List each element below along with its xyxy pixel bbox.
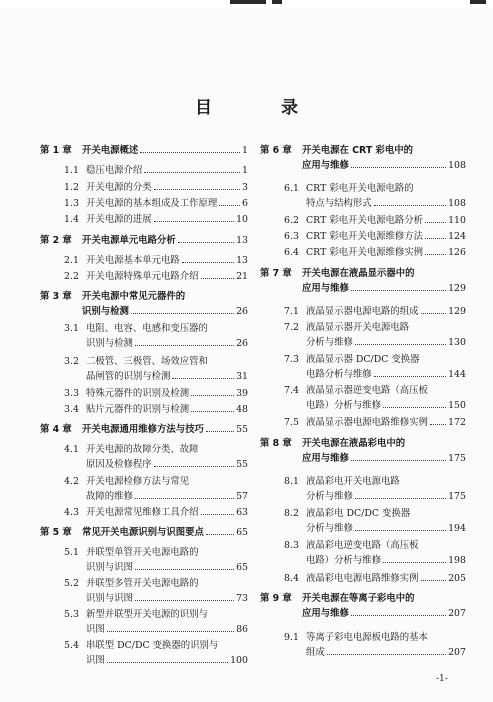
toc-entry-line — [86, 443, 248, 457]
toc-entry-line — [86, 608, 248, 622]
toc-chapter-entry — [40, 526, 248, 541]
entry-title: 开关电源的故障分类、故障 — [86, 444, 199, 455]
toc-section-entry — [260, 182, 466, 212]
entry-title: 开关电源概述 — [82, 145, 139, 156]
toc-entry-line — [86, 561, 248, 575]
entry-title: 识图 — [86, 655, 105, 666]
toc-entry-line — [86, 639, 248, 653]
page-ref: 57 — [236, 491, 248, 502]
section-number: 3.3 — [64, 388, 79, 399]
entry-title: 开关电源在 CRT 彩电中的 — [302, 145, 413, 156]
dot-leader — [107, 662, 228, 663]
entry-title: CRT 彩电开关电源电路分析 — [306, 215, 424, 226]
page-ref: 55 — [236, 459, 248, 470]
toc-entry-line — [306, 631, 466, 645]
dot-leader — [351, 615, 446, 616]
toc-entry-line — [306, 384, 466, 398]
chapter-number: 第 8 章 — [260, 438, 292, 449]
entry-title: 分析与维修 — [306, 337, 353, 348]
toc-section-entry — [260, 321, 466, 351]
toc-section-entry — [40, 355, 248, 385]
page-ref: 13 — [236, 255, 248, 266]
entry-title: 开关电源基本单元电路 — [86, 255, 180, 266]
entry-title: 故障的维修 — [86, 491, 133, 502]
dot-leader — [135, 345, 234, 346]
toc-entry-line — [86, 546, 248, 560]
toc-chapter-entry — [40, 423, 248, 438]
page-title: 目 录 — [195, 98, 324, 118]
section-number: 8.2 — [284, 508, 299, 519]
page-ref: 10 — [236, 214, 248, 225]
toc-entry-line — [306, 646, 466, 660]
section-number: 1.3 — [64, 198, 79, 209]
page-ref: 207 — [448, 647, 466, 658]
page-ref: 110 — [448, 215, 466, 226]
toc-section-entry — [40, 577, 248, 607]
toc-section-entry — [40, 639, 248, 669]
toc-section-entry — [260, 572, 466, 587]
entry-title: 液晶彩电电源电路维修实例 — [306, 573, 419, 584]
page-ref: 126 — [448, 247, 466, 258]
section-number: 6.1 — [284, 183, 299, 194]
dot-leader — [191, 395, 234, 396]
entry-title: 开关电源在等离子彩电中的 — [302, 593, 415, 604]
toc-entry-line — [302, 607, 466, 621]
section-number: 6.2 — [284, 215, 299, 226]
entry-title: 并联型多管开关电源电路的 — [86, 578, 199, 589]
toc-entry-line — [82, 234, 248, 248]
page-ref: 108 — [448, 160, 466, 171]
entry-title: 并联型单管开关电源电路的 — [86, 547, 199, 558]
scan-top-edge — [0, 0, 493, 9]
toc-chapter-entry — [260, 144, 466, 174]
entry-title: 液晶显示器逆变电路（高压板 — [306, 385, 428, 396]
entry-title: 识别与识图 — [86, 593, 133, 604]
entry-title: 稳压电源介绍 — [86, 165, 143, 176]
toc-entry-line — [86, 322, 248, 336]
section-number: 3.4 — [64, 404, 79, 415]
toc-section-entry — [260, 475, 466, 505]
page-ref: 198 — [448, 555, 466, 566]
page-ref: 175 — [448, 453, 466, 464]
entry-title: 组成 — [306, 647, 325, 658]
dot-leader — [201, 514, 235, 515]
section-number: 1.1 — [64, 165, 79, 176]
dot-leader — [355, 530, 446, 531]
toc-chapter-entry — [40, 234, 248, 249]
toc-entry-line — [306, 230, 466, 244]
page-ref: 86 — [236, 624, 248, 635]
section-number: 8.3 — [284, 540, 299, 551]
dot-leader — [351, 290, 446, 291]
entry-title: 液晶显示器开关电源电路 — [306, 322, 410, 333]
entry-title: 电路）分析与维修 — [306, 555, 382, 566]
toc-entry-line — [86, 181, 248, 195]
toc-section-entry — [40, 164, 248, 179]
dot-leader — [107, 631, 234, 632]
toc-entry-line — [86, 577, 248, 591]
section-number: 5.1 — [64, 547, 79, 558]
toc-entry-line — [86, 403, 248, 417]
page-ref: 13 — [236, 235, 248, 246]
page-ref: 65 — [236, 562, 248, 573]
dot-leader — [178, 242, 234, 243]
dot-leader — [421, 313, 447, 314]
entry-title: 开关电源中常见元器件的 — [82, 291, 186, 302]
dot-leader — [430, 424, 446, 425]
page-ref: 207 — [448, 608, 466, 619]
section-number: 1.4 — [64, 214, 79, 225]
dot-leader — [355, 498, 446, 499]
toc-entry-line — [86, 355, 248, 369]
entry-title: 液晶显示器 DC/DC 变换器 — [306, 354, 420, 365]
page-ref: 39 — [236, 388, 248, 399]
page-ref: 172 — [448, 417, 466, 428]
toc-section-entry — [40, 322, 248, 352]
section-number: 8.4 — [284, 573, 299, 584]
entry-title: 应用与维修 — [302, 608, 349, 619]
entry-title: 特点与结构形式 — [306, 198, 372, 209]
page-ref: 26 — [236, 306, 248, 317]
entry-title: 应用与维修 — [302, 160, 349, 171]
entry-title: 识别与检测 — [82, 306, 129, 317]
dot-leader — [425, 254, 446, 255]
section-number: 7.4 — [284, 385, 299, 396]
page-ref: 21 — [236, 271, 248, 282]
chapter-number: 第 2 章 — [40, 235, 72, 246]
chapter-number: 第 1 章 — [40, 145, 72, 156]
toc-section-entry — [40, 181, 248, 196]
toc-entry-line — [302, 159, 466, 173]
toc-entry-line — [86, 164, 248, 178]
page-ref: 108 — [448, 198, 466, 209]
page-ref: 100 — [230, 655, 248, 666]
entry-title: 液晶显示器电源电路维修实例 — [306, 417, 428, 428]
toc-entry-line — [86, 490, 248, 504]
toc-entry-line — [302, 282, 466, 296]
dot-leader — [172, 378, 234, 379]
entry-title: 开关电源在液晶彩电中的 — [302, 438, 406, 449]
toc-entry-line — [302, 592, 466, 606]
toc-section-entry — [260, 305, 466, 320]
dot-leader — [140, 152, 240, 153]
toc-section-entry — [40, 403, 248, 418]
toc-entry-line — [306, 197, 466, 211]
entry-title: 开关电源检修方法与常见 — [86, 476, 190, 487]
toc-entry-line — [306, 214, 466, 228]
toc-entry-line — [86, 475, 248, 489]
page-ref: 48 — [236, 404, 248, 415]
page-ref: 31 — [236, 371, 248, 382]
dot-leader — [191, 411, 234, 412]
entry-title: 开关电源特殊单元电路介绍 — [86, 271, 199, 282]
page-ref: 6 — [242, 198, 248, 209]
section-number: 3.1 — [64, 323, 79, 334]
dot-leader — [182, 262, 234, 263]
dot-leader — [154, 466, 234, 467]
section-number: 2.2 — [64, 271, 79, 282]
toc-section-entry — [260, 416, 466, 431]
toc-entry-line — [306, 321, 466, 335]
section-number: 8.1 — [284, 476, 299, 487]
section-number: 1.2 — [64, 182, 79, 193]
entry-title: 分析与维修 — [306, 523, 353, 534]
section-number: 4.2 — [64, 476, 79, 487]
dot-leader — [355, 344, 446, 345]
dot-leader — [219, 205, 240, 206]
page-ref: 130 — [448, 337, 466, 348]
page-ref: 73 — [236, 593, 248, 604]
toc-section-entry — [40, 197, 248, 212]
toc-chapter-entry — [40, 290, 248, 320]
toc-section-entry — [40, 608, 248, 638]
toc-entry-line — [306, 368, 466, 382]
dot-leader — [206, 431, 234, 432]
toc-section-entry — [260, 631, 466, 661]
chapter-number: 第 7 章 — [260, 268, 292, 279]
dot-leader — [154, 189, 240, 190]
toc-entry-line — [86, 197, 248, 211]
entry-title: 开关电源单元电路分析 — [82, 235, 176, 246]
section-number: 5.2 — [64, 578, 79, 589]
dot-leader — [327, 654, 446, 655]
entry-title: 应用与维修 — [302, 453, 349, 464]
dot-leader — [425, 222, 446, 223]
page-ref: 194 — [448, 523, 466, 534]
toc-entry-line — [82, 526, 248, 540]
toc-entry-line — [306, 336, 466, 350]
chapter-number: 第 3 章 — [40, 291, 72, 302]
page-ref: 150 — [448, 400, 466, 411]
chapter-number: 第 5 章 — [40, 527, 72, 538]
toc-entry-line — [306, 416, 466, 430]
page-ref: 63 — [236, 507, 248, 518]
toc-section-entry — [40, 546, 248, 576]
entry-title: 液晶显示器电源电路的组成 — [306, 306, 419, 317]
toc-section-entry — [40, 270, 248, 285]
toc-entry-line — [86, 654, 248, 668]
toc-chapter-entry — [40, 144, 248, 159]
page-ref: 144 — [448, 369, 466, 380]
dot-leader — [374, 205, 446, 206]
page-ref: 65 — [236, 527, 248, 538]
section-number: 4.1 — [64, 444, 79, 455]
entry-title: 开关电源的进展 — [86, 214, 152, 225]
dot-leader — [383, 562, 446, 563]
toc-entry-line — [86, 254, 248, 268]
toc-section-entry — [260, 384, 466, 414]
toc-entry-line — [306, 399, 466, 413]
entry-title: CRT 彩电开关电源电路的 — [306, 183, 414, 194]
toc-entry-line — [306, 522, 466, 536]
toc-entry-line — [86, 370, 248, 384]
dot-leader — [206, 534, 234, 535]
toc-section-entry — [40, 387, 248, 402]
toc-entry-line — [306, 246, 466, 260]
toc-entry-line — [306, 507, 466, 521]
toc-entry-line — [86, 592, 248, 606]
toc-entry-line — [302, 267, 466, 281]
toc-section-entry — [40, 213, 248, 228]
toc-entry-line — [306, 305, 466, 319]
page-ref: 1 — [242, 165, 248, 176]
entry-title: 电路）分析与维修 — [306, 400, 382, 411]
entry-title: 识图 — [86, 624, 105, 635]
toc-entry-line — [302, 144, 466, 158]
dot-leader — [135, 569, 234, 570]
entry-title: 液晶彩电 DC/DC 变换器 — [306, 508, 411, 519]
dot-leader — [135, 498, 234, 499]
page-ref: 1 — [242, 145, 248, 156]
toc-section-entry — [260, 214, 466, 229]
page-ref: 26 — [236, 338, 248, 349]
toc-section-entry — [40, 506, 248, 521]
page-ref: 55 — [236, 424, 248, 435]
section-number: 3.2 — [64, 356, 79, 367]
dot-leader — [154, 221, 234, 222]
toc-section-entry — [260, 353, 466, 383]
page-ref: 129 — [448, 283, 466, 294]
toc-entry-line — [306, 182, 466, 196]
entry-title: 原因及检修程序 — [86, 459, 152, 470]
toc-entry-line — [86, 458, 248, 472]
toc-entry-line — [306, 554, 466, 568]
toc-entry-line — [82, 144, 248, 158]
chapter-number: 第 9 章 — [260, 593, 292, 604]
entry-title: 新型并联型开关电源的识别与 — [86, 609, 208, 620]
dot-leader — [135, 600, 234, 601]
toc-chapter-entry — [260, 592, 466, 622]
section-number: 7.5 — [284, 417, 299, 428]
dot-leader — [383, 407, 446, 408]
toc-entry-line — [302, 437, 466, 451]
toc-section-entry — [260, 507, 466, 537]
page-ref: 129 — [448, 306, 466, 317]
entry-title: 常见开关电源识别与识图要点 — [82, 527, 204, 538]
entry-title: 电阻、电容、电感和变压器的 — [86, 323, 208, 334]
toc-entry-line — [86, 213, 248, 227]
section-number: 5.3 — [64, 609, 79, 620]
toc-chapter-entry — [260, 437, 466, 467]
toc-section-entry — [260, 246, 466, 261]
entry-title: 液晶彩电开关电源电路 — [306, 476, 400, 487]
toc-entry-line — [86, 270, 248, 284]
toc-entry-line — [306, 353, 466, 367]
entry-title: 二极管、三极管、场效应管和 — [86, 356, 208, 367]
section-number: 5.4 — [64, 640, 79, 651]
toc-entry-line — [86, 506, 248, 520]
page-ref: 175 — [448, 491, 466, 502]
toc-section-entry — [260, 230, 466, 245]
toc-entry-line — [306, 539, 466, 553]
toc-entry-line — [82, 290, 248, 304]
entry-title: 晶闸管的识别与检测 — [86, 371, 171, 382]
entry-title: 识别与检测 — [86, 338, 133, 349]
toc-section-entry — [40, 443, 248, 473]
entry-title: 开关电源的基本组成及工作原理 — [86, 198, 218, 209]
toc-section-entry — [260, 539, 466, 569]
dot-leader — [351, 167, 446, 168]
toc-entry-line — [306, 572, 466, 586]
toc-entry-line — [86, 387, 248, 401]
chapter-number: 第 4 章 — [40, 424, 72, 435]
toc-entry-line — [86, 623, 248, 637]
toc-entry-line — [306, 490, 466, 504]
entry-title: 液晶彩电逆变电路（高压板 — [306, 540, 419, 551]
entry-title: 贴片元器件的识别与检测 — [86, 404, 190, 415]
section-number: 7.1 — [284, 306, 299, 317]
page-number: -1- — [436, 674, 448, 684]
page-ref: 124 — [448, 231, 466, 242]
section-number: 6.4 — [284, 247, 299, 258]
entry-title: CRT 彩电开关电源维修实例 — [306, 247, 424, 258]
toc-chapter-entry — [260, 267, 466, 297]
toc-entry-line — [82, 305, 248, 319]
section-number: 2.1 — [64, 255, 79, 266]
entry-title: 等离子彩电电源板电路的基本 — [306, 632, 428, 643]
entry-title: 开关电源通用维修方法与技巧 — [82, 424, 204, 435]
entry-title: CRT 彩电开关电源维修方法 — [306, 231, 424, 242]
chapter-number: 第 6 章 — [260, 145, 292, 156]
toc-entry-line — [306, 475, 466, 489]
entry-title: 识别与识图 — [86, 562, 133, 573]
entry-title: 开关电源常见维修工具介绍 — [86, 507, 199, 518]
entry-title: 应用与维修 — [302, 283, 349, 294]
toc-entry-line — [86, 337, 248, 351]
dot-leader — [144, 172, 240, 173]
dot-leader — [425, 238, 446, 239]
dot-leader — [201, 278, 235, 279]
section-number: 6.3 — [284, 231, 299, 242]
entry-title: 分析与维修 — [306, 491, 353, 502]
dot-leader — [421, 580, 447, 581]
entry-title: 串联型 DC/DC 变换器的识别与 — [86, 640, 219, 651]
entry-title: 开关电源在液晶显示器中的 — [302, 268, 415, 279]
toc-section-entry — [40, 254, 248, 269]
toc-entry-line — [302, 452, 466, 466]
entry-title: 电路分析与维修 — [306, 369, 372, 380]
entry-title: 特殊元器件的识别及检测 — [86, 388, 190, 399]
toc-section-entry — [40, 475, 248, 505]
section-number: 7.2 — [284, 322, 299, 333]
toc-entry-line — [82, 423, 248, 437]
dot-leader — [374, 376, 446, 377]
dot-leader — [351, 460, 446, 461]
dot-leader — [131, 313, 234, 314]
page-ref: 205 — [448, 573, 466, 584]
page-ref: 3 — [242, 182, 248, 193]
entry-title: 开关电源的分类 — [86, 182, 152, 193]
section-number: 7.3 — [284, 354, 299, 365]
section-number: 9.1 — [284, 632, 299, 643]
section-number: 4.3 — [64, 507, 79, 518]
